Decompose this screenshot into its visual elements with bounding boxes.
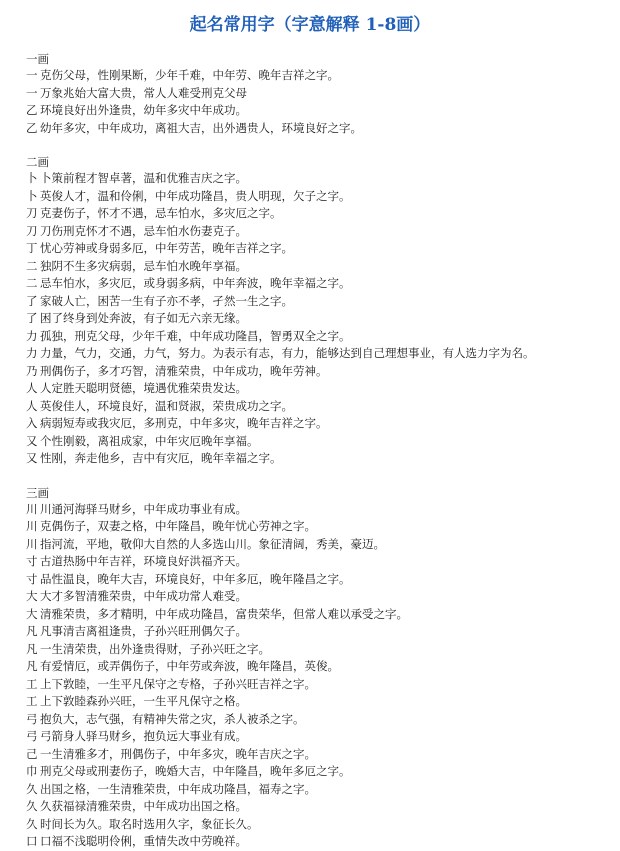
entry-meaning: 人定胜天聪明贤德，境遇优雅荣贵发达。	[40, 381, 247, 395]
entry-meaning: 刑克父母或刑妻伤子，晚婚大吉，中年隆昌，晚年多厄之字。	[40, 764, 351, 778]
character-entry	[26, 501, 606, 519]
character-entry	[26, 746, 606, 764]
entry-meaning: 克偶伤子，双妻之格，中年隆昌，晚年忧心劳神之字。	[40, 519, 316, 533]
character-entry	[26, 363, 606, 381]
character-entry	[26, 763, 606, 781]
character-entry	[26, 588, 606, 606]
entry-character: 了	[26, 311, 38, 325]
character-entry	[26, 676, 606, 694]
character-entry	[26, 658, 606, 676]
entry-character: 人	[26, 381, 38, 395]
entry-meaning: 孤独，刑克父母，少年千难，中年成功隆昌，智勇双全之字。	[40, 328, 351, 343]
character-entry	[26, 571, 606, 589]
entry-meaning: 病弱短寿或我灾厄，多刑克，中年多灾，晚年吉祥之字。	[40, 416, 328, 430]
character-entry	[26, 310, 606, 328]
entry-meaning: 刀伤刑克怀才不遇，忌车怕水伤妻克子。	[40, 223, 247, 238]
character-entry	[26, 450, 606, 468]
character-entry	[26, 120, 606, 138]
entry-character: 弓	[26, 711, 38, 726]
entry-meaning: 时间长为久。取名时选用久字，象征长久。	[40, 816, 259, 831]
page-title: 起名常用字（字意解释 1-8画）	[189, 15, 431, 35]
entry-character: 卜	[26, 188, 38, 203]
section-heading: 二画	[26, 155, 49, 169]
entry-meaning: 上下敦睦，一生平凡保守之专格，子孙兴旺吉祥之字。	[40, 676, 316, 691]
entry-character: 寸	[26, 571, 38, 586]
entry-meaning: 出国之格，一生清雅荣贵，中年成功隆昌，福寿之字。	[40, 781, 316, 796]
character-entry	[26, 606, 606, 624]
entry-meaning: 大才多智清雅荣贵，中年成功常人难受。	[40, 589, 247, 603]
entry-character: 己	[26, 746, 38, 761]
character-entry	[26, 240, 606, 258]
entry-character: 一	[26, 68, 38, 82]
entry-meaning: 凡事清吉离祖逢贵，子孙兴旺刑偶欠子。	[40, 624, 247, 638]
entry-meaning: 品性温良，晚年大吉，环境良好，中年多厄，晚年隆昌之字。	[40, 571, 351, 586]
entry-meaning: 性刚，奔走他乡，吉中有灾厄，晚年幸福之字。	[40, 451, 282, 465]
entry-character: 凡	[26, 659, 38, 673]
entry-meaning: 抱负大，志气强，有精神失常之灾，杀人被杀之字。	[40, 711, 305, 726]
entry-meaning: 有爱情厄，或弄偶伤子，中年劳或奔波，晚年隆昌，英俊。	[40, 659, 339, 673]
entry-character: 凡	[26, 624, 38, 638]
entry-meaning: 家破人亡，困苦一生有子亦不孝，孑然一生之字。	[40, 293, 293, 308]
entry-meaning: 万象兆始大富大贵，常人人难受刑克父母	[40, 85, 247, 100]
entry-character: 又	[26, 451, 38, 465]
character-entry	[26, 518, 606, 536]
character-entry	[26, 433, 606, 451]
entry-character: 川	[26, 536, 38, 551]
character-entry	[26, 816, 606, 834]
entry-character: 乙	[26, 120, 38, 135]
character-entry	[26, 641, 606, 659]
character-entry	[26, 711, 606, 729]
entry-meaning: 一生清荣贵，出外逢贵得财，子孙兴旺之字。	[40, 641, 270, 656]
entry-character: 弓	[26, 729, 38, 743]
entry-meaning: 刑偶伤子，多才巧智，清雅荣贵，中年成功，晚年劳神。	[40, 363, 328, 378]
entry-character: 寸	[26, 554, 38, 568]
entry-character: 入	[26, 416, 38, 430]
entry-character: 久	[26, 799, 38, 813]
stroke-section	[26, 486, 606, 851]
character-entry	[26, 188, 606, 206]
character-entry	[26, 536, 606, 554]
entry-meaning: 一生清雅多才，刑偶伤子，中年多灾，晚年吉庆之字。	[40, 746, 316, 761]
entry-character: 力	[26, 328, 38, 343]
entry-meaning: 清雅荣贵，多才精明，中年成功隆昌，富贵荣华，但常人难以承受之字。	[40, 606, 408, 621]
entry-character: 凡	[26, 641, 38, 656]
character-entry	[26, 398, 606, 416]
entry-character: 卜	[26, 171, 38, 185]
entry-meaning: 克伤父母，性刚果断，少年千难，中年劳、晚年吉祥之字。	[40, 68, 339, 82]
entry-meaning: 忧心劳神或身弱多厄，中年劳苦，晚年吉祥之字。	[40, 241, 293, 255]
character-entry	[26, 623, 606, 641]
entry-character: 乙	[26, 103, 38, 117]
entry-character: 川	[26, 519, 38, 533]
entry-meaning: 困了终身到处奔波，有子如无六亲无缘。	[40, 311, 247, 325]
character-entry	[26, 553, 606, 571]
entry-meaning: 卜策前程才智卓著，温和优雅吉庆之字。	[40, 171, 247, 185]
entry-character: 巾	[26, 764, 38, 778]
entry-meaning: 古道热肠中年吉祥，环境良好洪福齐天。	[40, 554, 247, 568]
character-entry	[26, 275, 606, 293]
document-body	[26, 52, 606, 851]
entry-meaning: 忌车怕水，多灾厄，或身弱多病，中年奔波，晚年幸福之字。	[40, 276, 351, 290]
character-entry	[26, 102, 606, 120]
section-heading: 三画	[26, 485, 49, 500]
entry-meaning: 英俊佳人，环境良好，温和贤淑，荣贵成功之字。	[40, 398, 293, 413]
section-spacer	[26, 137, 606, 155]
entry-meaning: 力量，气力，交通，力气，努力。为表示有志，有力，能够达到自己理想事业，有人选力字为名。	[40, 346, 535, 360]
character-entry	[26, 345, 606, 363]
entry-meaning: 英俊人才，温和伶俐，中年成功隆昌，贵人明现，欠子之字。	[40, 188, 351, 203]
character-entry	[26, 415, 606, 433]
entry-character: 力	[26, 346, 38, 360]
entry-character: 二	[26, 258, 38, 273]
entry-character: 大	[26, 606, 38, 621]
entry-meaning: 久获福禄清雅荣贵，中年成功出国之格。	[40, 799, 247, 813]
entry-meaning: 弓箭身人驿马财乡，抱负远大事业有成。	[40, 729, 247, 743]
entry-meaning: 克妻伤子，怀才不遇，忌车怕水，多灾厄之字。	[40, 206, 282, 220]
character-entry	[26, 170, 606, 188]
entry-meaning: 口福不浅聪明伶俐，重情失改中劳晚祥。	[40, 834, 247, 848]
entry-meaning: 环境良好出外逢贵，幼年多灾中年成功。	[40, 103, 247, 117]
entry-meaning: 川通河海驿马财乡，中年成功事业有成。	[40, 501, 247, 516]
entry-character: 工	[26, 676, 38, 691]
section-heading: 一画	[26, 52, 49, 66]
entry-character: 二	[26, 276, 38, 290]
character-entry	[26, 798, 606, 816]
character-entry	[26, 833, 606, 851]
character-entry	[26, 293, 606, 311]
character-entry	[26, 380, 606, 398]
entry-character: 工	[26, 694, 38, 708]
stroke-section	[26, 155, 606, 468]
entry-character: 一	[26, 85, 38, 100]
character-entry	[26, 328, 606, 346]
entry-meaning: 上下敦睦森孙兴旺，一生平凡保守之格。	[40, 694, 247, 708]
entry-character: 久	[26, 781, 38, 796]
entry-character: 丁	[26, 241, 38, 255]
stroke-section	[26, 52, 606, 137]
entry-meaning: 指河流，平地，敬仰大自然的人多选山川。象征清阔，秀美，豪迈。	[40, 536, 385, 551]
character-entry	[26, 205, 606, 223]
entry-character: 人	[26, 398, 38, 413]
entry-character: 刀	[26, 223, 38, 238]
entry-character: 久	[26, 816, 38, 831]
character-entry	[26, 728, 606, 746]
entry-character: 大	[26, 589, 38, 603]
entry-meaning: 个性刚毅，离祖成家，中年灾厄晚年享福。	[40, 433, 259, 448]
section-spacer	[26, 468, 606, 486]
entry-character: 了	[26, 293, 38, 308]
character-entry	[26, 693, 606, 711]
entry-character: 又	[26, 433, 38, 448]
character-entry	[26, 781, 606, 799]
entry-character: 口	[26, 834, 38, 848]
entry-character: 刀	[26, 206, 38, 220]
character-entry	[26, 258, 606, 276]
character-entry	[26, 223, 606, 241]
entry-meaning: 独阴不生多灾病弱，忌车怕水晚年享福。	[40, 258, 247, 273]
entry-character: 乃	[26, 363, 38, 378]
character-entry	[26, 67, 606, 85]
entry-meaning: 幼年多灾，中年成功，离祖大吉，出外遇贵人，环境良好之字。	[40, 120, 362, 135]
entry-character: 川	[26, 501, 38, 516]
character-entry	[26, 85, 606, 103]
